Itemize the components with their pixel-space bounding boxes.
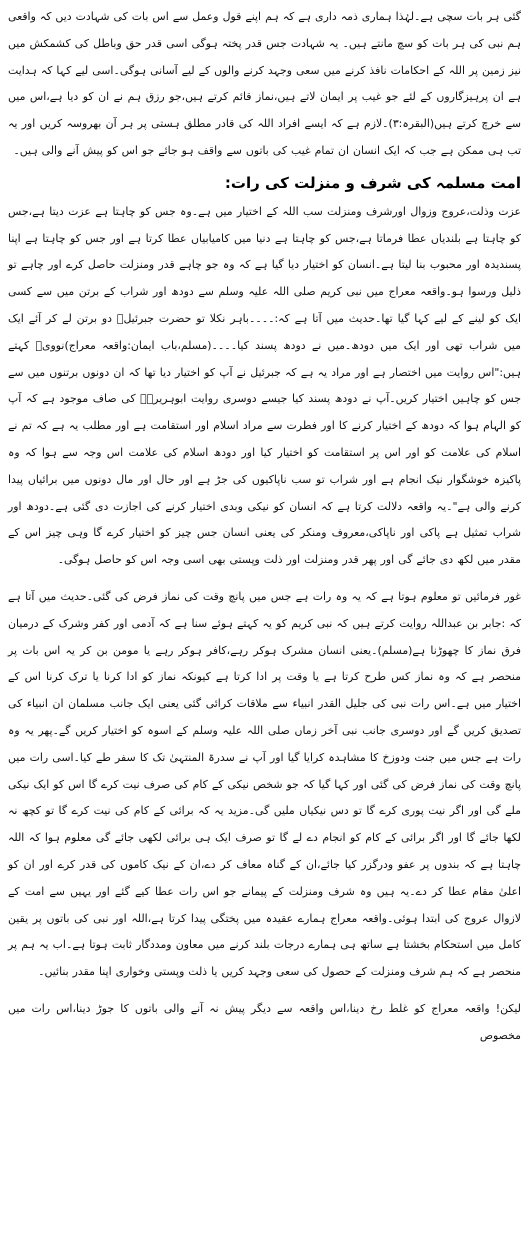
paragraph-intro: گئی ہر بات سچی ہے۔لہٰذا ہماری ذمہ داری ہے کہ ہم اپنے قول وعمل سے اس بات کی شہادت دیں کہ واقعی ہم نبی کی ہر بات کو سچ مانتے ہیں۔ یہ شہادت جس قدر پختہ ہوگی اسی قدر حق وباطل کی کشمکش میں نیز زمین پر اللہ کے احکامات نافذ کرنے میں سعی وجہد کرنے والوں کے لیے آسانی ہوگی۔اسی لیے کہا کہ ہدایت ہے ان پرہیزگاروں کے لئے جو غیب پر ایمان لاتے ہیں،نماز قائم کرتے ہیں،جو رزق ہم نے ان کو دیا ہے،اس میں سے خرچ کرتے ہیں(البقرہ:۳)۔لازم ہے کہ ایسے افراد اللہ کی قادر مطلق ہستی پر ہر آن بھروسہ کریں اور یہ تب ہی ممکن ہے جب کہ ایک انسان ان تمام غیب کی باتوں سے واقف ہو جائے جو اس کو پیش آنے والی ہیں۔	[8, 10, 521, 157]
section-heading: امت مسلمہ کی شرف و منزلت کی رات:	[224, 173, 521, 192]
paragraph-night-prayer: غور فرمائیں تو معلوم ہوتا ہے کہ یہ وہ رات ہے جس میں پانچ وقت کی نماز فرض کی گئی۔حدیث میں آتا ہے کہ :جابر بن عبداللہ روایت کرتے ہیں کہ نبی کریم کو یہ کہتے ہوئے سنا ہے کہ آدمی اور کفر وشرک کے درمیان فرق نماز کا چھوڑنا ہے(مسلم)۔یعنی انسان مشرک ہوکر رہے،کافر ہوکر رہے یا مومن بن کر یہ اس بات پر منحصر ہے کہ وہ نماز کس طرح کرتا ہے یا وقت پر ادا کرتا ہے کیونکہ نماز کو ادا کرنا یا ترک کرنا اس کے اختیار میں ہے۔اس رات نبی کی جلیل القدر انبیاء سے ملاقات کرائی گئی یعنی ایک جانب مسلمان ان انبیاء کی تصدیق کریں گے اور دوسری جانب نبی آخر زماں صلی اللہ علیہ وسلم کے اسوہ کو اختیار کریں گے۔پھر یہ وہ رات ہے جس میں جنت ودوزخ کا مشاہدہ کرایا گیا اور آپ نے سدرۃ المنتہیٰ تک کا سفر طے کیا۔اسی رات میں پانچ وقت کی نماز فرض کی گئی اور کہا گیا کہ جو شخص نیکی کے کام کی صرف نیت کرے گا اس کو ایک نیکی ملے گی اور اگر نیت پوری کرے گا تو دس نیکیاں ملیں گی۔مزید یہ کہ برائی کے کام کی نیت کرے گا تو کچھ نہ لکھا جائے گا اور اگر برائی کے کام کو انجام دے لے گا تو صرف ایک ہی برائی لکھی جائے گی معلوم ہوا کہ اللہ چاہتا ہے کہ بندوں پر عفو ودرگزر کیا جائے،ان کے گناہ معاف کر دے،ان کے نیک کاموں کی قدر کرے اور ان کو اعلیٰ مقام عطا کر دے۔یہ ہیں وہ شرف ومنزلت کے پیمانے جو اس رات عطا کیے گئے اور یہیں سے امت کے لازوال عروج کی ابتدا ہوئی۔واقعہ معراج ہمارے عقیدہ میں پختگی پیدا کرتا ہے،اللہ اور نبی کی باتوں پر یقین کامل میں استحکام بخشتا ہے ساتھ ہی ہمارے درجات بلند کرنے میں معاون ومددگار ثابت ہوتا ہے۔اب یہ ہم پر منحصر ہے کہ ہم شرف ومنزلت کے حصول کی سعی وجہد کریں یا ذلت وپستی وخواری اپنا مقدر بنائیں۔	[8, 589, 521, 979]
paragraph-closing: لیکن! واقعہ معراج کو غلط رخ دینا،اس واقعہ سے دیگر پیش نہ آنے والی باتوں کا جوڑ دینا،اس رات میں مخصوص	[8, 1001, 521, 1042]
paragraph-honor: عزت وذلت،عروج وزوال اورشرف ومنزلت سب اللہ کے اختیار میں ہے۔وہ جس کو چاہتا ہے عزت دیتا ہے،جس کو چاہتا ہے بلندیاں عطا فرماتا ہے،جس کو چاہتا ہے دنیا میں کامیابیاں عطا کرتا ہے اور جس کو چاہتا ہے اپنا پسندیدہ اور محبوب بنا لیتا ہے۔انسان کو اختیار دیا گیا ہے کہ وہ جو چاہے قدر ومنزلت حاصل کرے اور چاہے تو ذلیل ورسوا ہو۔واقعہ معراج میں نبی کریم صلی اللہ علیہ وسلم سے دودھ اور شراب کے برتن میں سے کسی ایک کو لینے کے لیے کہا گیا تھا۔حدیث میں آتا ہے کہ:۔۔۔۔باہر نکلا تو حضرت جبرئیلؑ دو برتن لے کر آئے ایک میں شراب تھی اور ایک میں دودھ۔میں نے دودھ پسند کیا۔۔۔۔(مسلم،باب ایمان:واقعہ معراج)نوویؒ کہتے ہیں:"اس روایت میں اختصار ہے اور مراد یہ ہے کہ جبرئیل نے آپ کو اختیار دیا تھا کہ ان دونوں برتنوں میں سے جس کو چاہیں اختیار کریں۔آپ نے دودھ پسند کیا جیسے دوسری روایت ابوہریرہؓ کی صاف موجود ہے کہ آپ کو الہام ہوا کہ دودھ کے اختیار کرنے کا اور فطرت سے مراد اسلام اور استقامت ہے اور مطلب یہ ہے کہ تم نے اسلام کی علامت کو اور اس پر استقامت کو اختیار کیا اور دودھ اسلام کی علامت اس وجہ سے ہوا کہ وہ پاکیزہ خوشگوار نیک انجام ہے اور شراب تو سب ناپاکیوں کی جڑ ہے اور حال اور مال دونوں میں برائیاں پیدا کرنے والی ہے"۔یہ واقعہ دلالت کرتا ہے کہ انسان کو نیکی وبدی اختیار کرنے کی اجازت دی گئی ہے۔دودھ اور شراب تمثیل ہے پاکی اور ناپاکی،معروف ومنکر کی یعنی انسان جس چیز کو اختیار کرے گا وہی چیز اس کے مقدر میں لکھ دی جائے گی اور پھر قدر ومنزلت اور ذلت وپستی بھی اسی وجہ اس کو حاصل ہوگی۔	[8, 204, 521, 567]
